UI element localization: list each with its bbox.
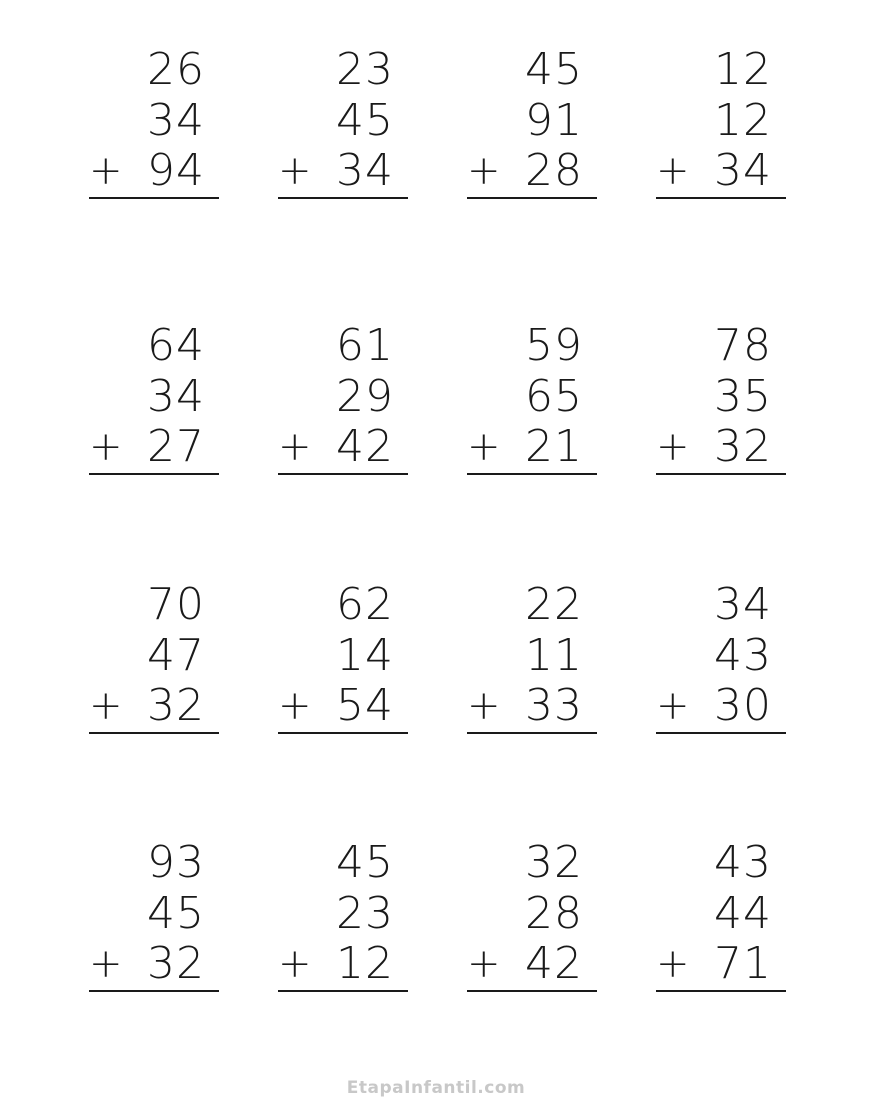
addend-2: 35: [714, 371, 772, 422]
addend-1: 70: [147, 579, 205, 630]
addend-3: 30: [714, 680, 772, 731]
plus-sign: +: [467, 424, 501, 470]
sum-line: [89, 732, 219, 734]
sum-line: [278, 197, 408, 199]
addend-2: 34: [147, 95, 205, 146]
addition-problem: [89, 838, 219, 998]
addend-2: 44: [714, 888, 772, 939]
addend-2: 34: [147, 371, 205, 422]
sum-line: [89, 473, 219, 475]
addend-3: 34: [336, 145, 394, 196]
addend-2: 23: [336, 888, 394, 939]
sum-line: [89, 197, 219, 199]
addend-1: 93: [147, 837, 205, 888]
addend-1: 12: [714, 44, 772, 95]
sum-line: [278, 990, 408, 992]
addition-problem: [278, 838, 408, 998]
addition-problem: [278, 580, 408, 740]
plus-sign: +: [656, 683, 690, 729]
addend-3: 94: [147, 145, 205, 196]
addition-problem: [278, 321, 408, 481]
sum-line: [278, 732, 408, 734]
addend-1: 78: [714, 320, 772, 371]
addend-1: 32: [525, 837, 583, 888]
plus-sign: +: [89, 683, 123, 729]
addend-2: 29: [336, 371, 394, 422]
watermark-text: EtapaInfantil.com: [346, 1078, 526, 1098]
plus-sign: +: [656, 424, 690, 470]
addend-3: 12: [336, 938, 394, 989]
plus-sign: +: [656, 148, 690, 194]
addend-3: 34: [714, 145, 772, 196]
addition-problem: [467, 321, 597, 481]
plus-sign: +: [278, 148, 312, 194]
plus-sign: +: [278, 941, 312, 987]
plus-sign: +: [467, 683, 501, 729]
addition-problem: [467, 580, 597, 740]
addend-2: 47: [147, 630, 205, 681]
addition-problem: [278, 45, 408, 205]
addend-3: 33: [525, 680, 583, 731]
addend-2: 14: [336, 630, 394, 681]
addend-1: 22: [525, 579, 583, 630]
addend-3: 71: [714, 938, 772, 989]
addend-1: 34: [714, 579, 772, 630]
addend-2: 65: [525, 371, 583, 422]
sum-line: [278, 473, 408, 475]
sum-line: [656, 197, 786, 199]
addition-problem: [467, 45, 597, 205]
sum-line: [656, 473, 786, 475]
addend-2: 28: [525, 888, 583, 939]
plus-sign: +: [656, 941, 690, 987]
addend-1: 45: [525, 44, 583, 95]
addend-1: 26: [147, 44, 205, 95]
addend-3: 42: [525, 938, 583, 989]
addend-1: 64: [147, 320, 205, 371]
plus-sign: +: [89, 424, 123, 470]
sum-line: [89, 990, 219, 992]
addition-problem: [656, 838, 786, 998]
addend-2: 43: [714, 630, 772, 681]
addend-1: 61: [336, 320, 394, 371]
addend-3: 32: [147, 680, 205, 731]
addend-3: 27: [147, 421, 205, 472]
addition-problem: [89, 580, 219, 740]
addend-1: 59: [525, 320, 583, 371]
addend-1: 23: [336, 44, 394, 95]
sum-line: [467, 990, 597, 992]
sum-line: [467, 732, 597, 734]
addition-problem: [656, 580, 786, 740]
addend-3: 54: [336, 680, 394, 731]
addend-2: 11: [525, 630, 583, 681]
sum-line: [467, 473, 597, 475]
addend-3: 32: [714, 421, 772, 472]
addend-3: 28: [525, 145, 583, 196]
addition-problem: [467, 838, 597, 998]
addend-2: 45: [336, 95, 394, 146]
addend-2: 45: [147, 888, 205, 939]
plus-sign: +: [467, 941, 501, 987]
plus-sign: +: [89, 148, 123, 194]
addition-problem: [89, 321, 219, 481]
addend-1: 62: [336, 579, 394, 630]
sum-line: [656, 990, 786, 992]
addend-3: 32: [147, 938, 205, 989]
addition-problem: [89, 45, 219, 205]
plus-sign: +: [278, 424, 312, 470]
plus-sign: +: [89, 941, 123, 987]
addend-3: 21: [525, 421, 583, 472]
addend-1: 45: [336, 837, 394, 888]
sum-line: [656, 732, 786, 734]
addend-2: 12: [714, 95, 772, 146]
addition-problem: [656, 45, 786, 205]
plus-sign: +: [467, 148, 501, 194]
addend-2: 91: [525, 95, 583, 146]
addend-3: 42: [336, 421, 394, 472]
sum-line: [467, 197, 597, 199]
addition-problem: [656, 321, 786, 481]
plus-sign: +: [278, 683, 312, 729]
addend-1: 43: [714, 837, 772, 888]
